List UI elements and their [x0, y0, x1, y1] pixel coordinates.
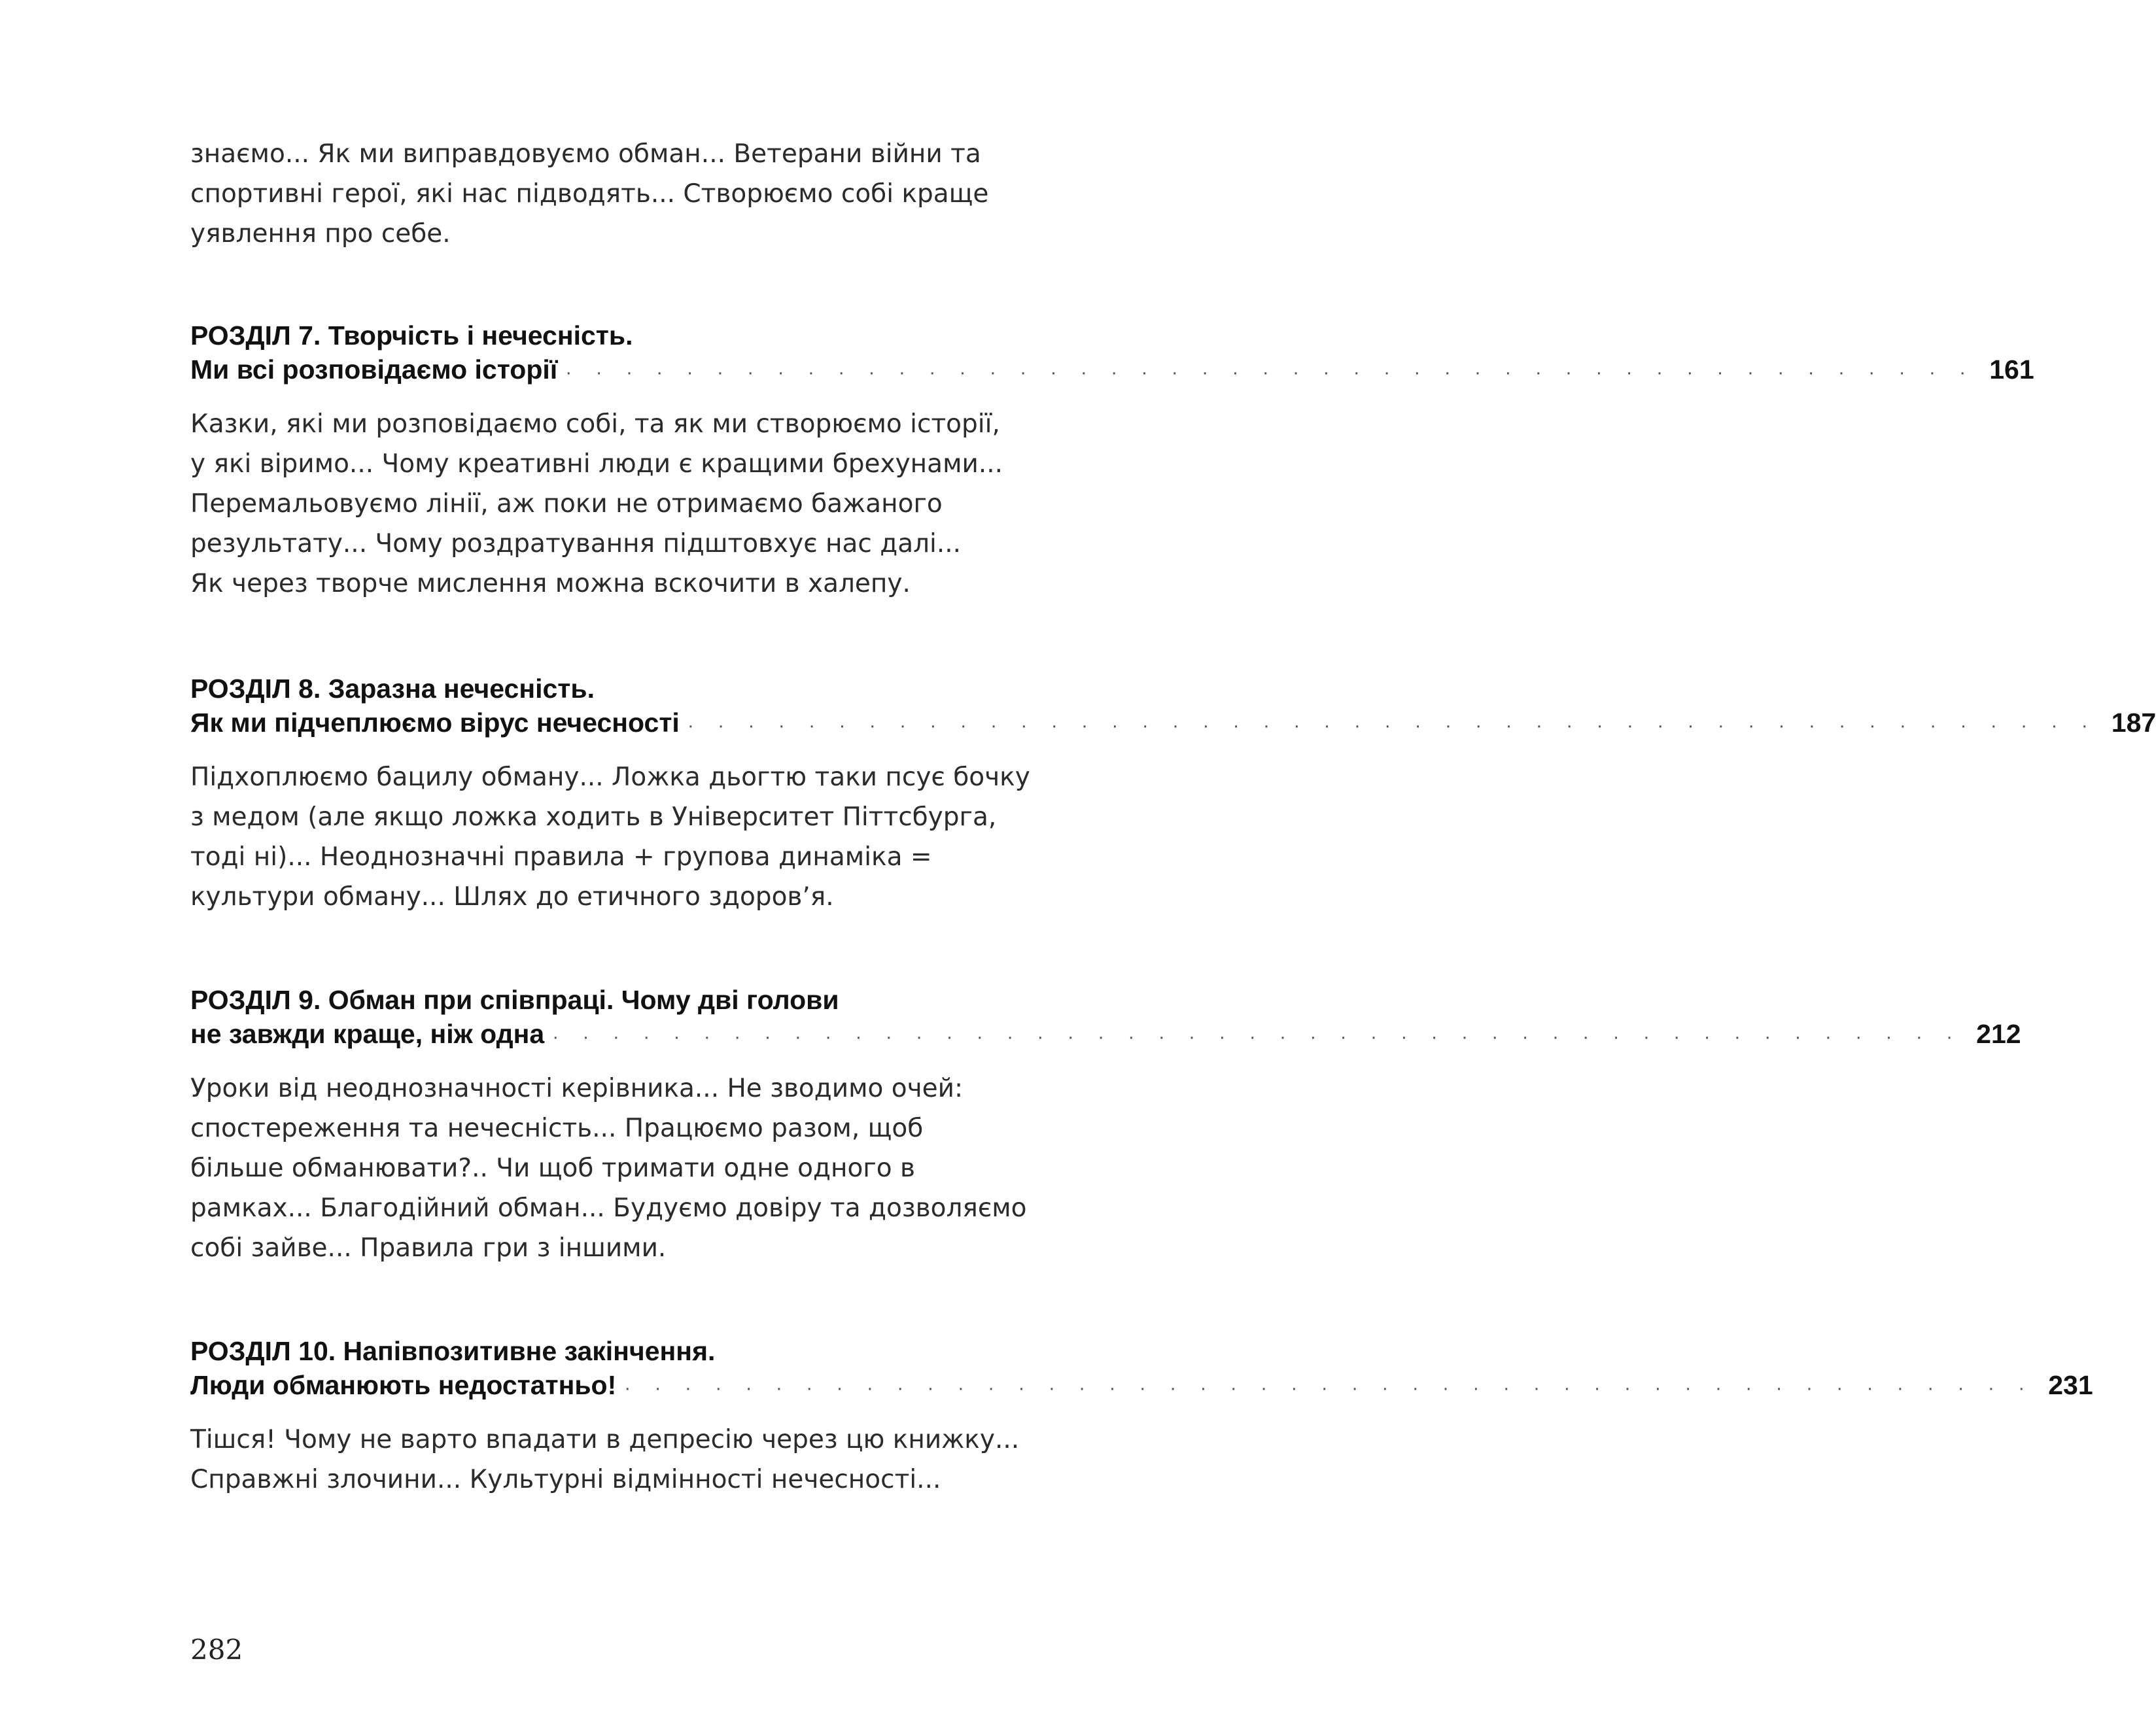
chapter-heading: [190, 983, 2021, 1054]
dot-leader: · · · · · · · · · · · · · · · · · · · · · · · · · · · · · · · · · · · · · · · · · · · · · · ·: [624, 1377, 2034, 1399]
chapter-title-line1: Творчість і нечесність.: [328, 320, 633, 351]
chapter-desc-line: культури обману... Шлях до етичного здоров’я.: [190, 882, 834, 912]
chapter-9-entry: [190, 983, 2021, 1268]
chapter-title-line1: Обман при співпраці. Чому дві голови: [328, 985, 839, 1015]
chapter-desc-line: собі зайве... Правила гри з іншими.: [190, 1233, 667, 1263]
intro-line: спортивні герої, які нас підводять... Створюємо собі краще: [190, 179, 989, 209]
chapter-desc-line: у які віримо... Чому креативні люди є кращими брехунами...: [190, 449, 1003, 479]
chapter-desc-line: Перемальовуємо лінії, аж поки не отримаємо бажаного: [190, 489, 943, 519]
chapter-page-number: 187: [2111, 708, 2156, 738]
chapter-heading: [190, 318, 2034, 390]
chapter-desc-line: результату... Чому роздратування підштовхує нас далі...: [190, 529, 962, 558]
chapter-title-line2: Як ми підчеплюємо вірус нечесності: [190, 708, 680, 738]
chapter-desc-line: рамках... Благодійний обман... Будуємо довіру та дозволяємо: [190, 1193, 1027, 1223]
chapter-title-line2: не завжди краще, ніж одна: [190, 1019, 545, 1049]
chapter-title-line1: Напівпозитивне закінчення.: [343, 1336, 716, 1366]
chapter-label: РОЗДІЛ 9.: [190, 985, 321, 1015]
chapter-desc-line: Як через творче мислення можна вскочити в халепу.: [190, 569, 911, 598]
chapter-page-number: 212: [1976, 1019, 2021, 1049]
chapter-heading: [190, 672, 2156, 743]
dot-leader: · · · · · · · · · · · · · · · · · · · · · · · · · · · · · · · · · · · · · · · · · · · · · · ·: [552, 1026, 1962, 1048]
chapter-desc-line: тоді ні)... Неоднозначні правила + групова динаміка =: [190, 842, 932, 872]
chapter-page-number: 161: [1989, 354, 2034, 385]
chapter-desc-line: більше обманювати?.. Чи щоб тримати одне одного в: [190, 1154, 916, 1183]
chapter-title-line1: Заразна нечесність.: [328, 674, 595, 704]
chapter-title-line2: Люди обманюють недостатньо!: [190, 1370, 617, 1400]
chapter-10-entry: [190, 1334, 2093, 1500]
chapter-desc-line: Справжні злочини... Культурні відмінності нечесності...: [190, 1465, 941, 1494]
chapter-page-number: 231: [2048, 1370, 2093, 1400]
intro-line: знаємо... Як ми виправдовуємо обман... Ветерани війни та: [190, 139, 981, 169]
toc-page: [190, 0, 2156, 1733]
chapter-label: РОЗДІЛ 10.: [190, 1336, 336, 1366]
chapter-desc-line: з медом (але якщо ложка ходить в Університет Піттсбурга,: [190, 802, 997, 832]
intro-line: уявлення про себе.: [190, 219, 451, 249]
chapter-title-line2: Ми всі розповідаємо історії: [190, 354, 558, 385]
chapter-label: РОЗДІЛ 7.: [190, 320, 321, 351]
dot-leader: · · · · · · · · · · · · · · · · · · · · · · · · · · · · · · · · · · · · · · · · · · · · · · ·: [687, 715, 2097, 736]
chapter-heading: [190, 1334, 2093, 1405]
chapter-desc-line: спостереження та нечесність... Працюємо разом, щоб: [190, 1114, 924, 1143]
chapter-desc-line: Уроки від неоднозначності керівника... Не зводимо очей:: [190, 1074, 964, 1103]
chapter-desc-line: Підхоплюємо бацилу обману... Ложка дьогтю таки псує бочку: [190, 763, 1030, 792]
intro-paragraph: [190, 134, 1100, 254]
chapter-7-entry: [190, 318, 2034, 604]
dot-leader: · · · · · · · · · · · · · · · · · · · · · · · · · · · · · · · · · · · · · · · · · · · · · · ·: [565, 362, 1975, 383]
chapter-label: РОЗДІЛ 8.: [190, 674, 321, 704]
chapter-desc-line: Тішся! Чому не варто впадати в депресію через цю книжку...: [190, 1425, 1020, 1454]
chapter-8-entry: [190, 672, 2156, 917]
chapter-desc-line: Казки, які ми розповідаємо собі, та як ми створюємо історії,: [190, 409, 1000, 439]
page-number: 282: [190, 1634, 243, 1666]
